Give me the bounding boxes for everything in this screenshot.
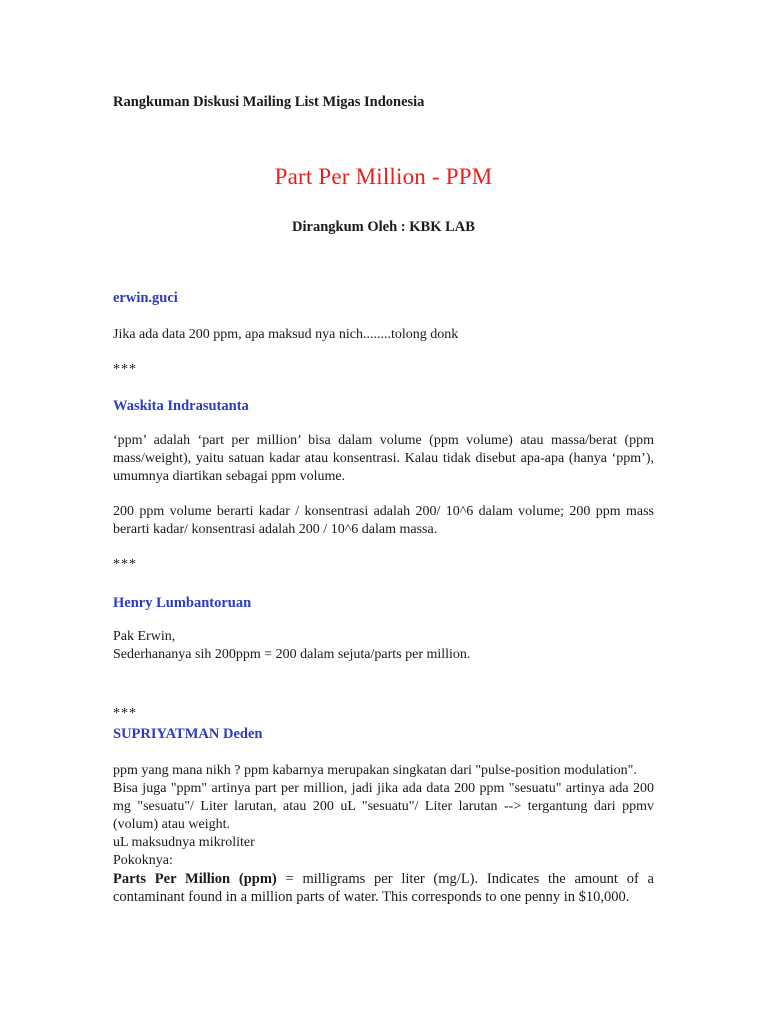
document-title: Part Per Million - PPM <box>274 164 493 189</box>
post-body <box>113 762 654 906</box>
document-header: Rangkuman Diskusi Mailing List Migas Indonesia <box>113 94 425 110</box>
post-author-erwin: erwin.guci <box>113 290 178 306</box>
post-line: uL maksudnya mikroliter <box>113 835 255 850</box>
separator: *** <box>113 362 137 377</box>
post-line: Pokoknya: <box>113 853 173 868</box>
definition-text: = milligrams per liter (mg/L). Indicates the amount of a contaminant found in a million parts of water. This corresponds to one penny in $10,000. <box>113 871 654 905</box>
post-paragraph: ‘ppm’ adalah ‘part per million’ bisa dalam volume (ppm volume) atau massa/berat (ppm mass/weight), yaitu satuan kadar atau konsentrasi. Kalau tidak disebut apa-apa (hanya ‘ppm’), umumnya diartikan sebagai ppm volume. <box>113 433 654 484</box>
document-subtitle: Dirangkum Oleh : KBK LAB <box>292 219 475 235</box>
definition-term: Parts Per Million (ppm) <box>113 871 277 887</box>
post-line: ppm yang mana nikh ? ppm kabarnya merupakan singkatan dari "pulse-position modulation". <box>113 763 637 778</box>
separator: *** <box>113 557 137 572</box>
post-author-waskita: Waskita Indrasutanta <box>113 398 249 414</box>
post-line: Bisa juga "ppm" artinya part per million, jadi jika ada data 200 ppm "sesuatu" artinya ada 200 mg "sesuatu"/ Liter larutan, atau 200 uL "sesuatu"/ Liter larutan --> tergantung dari ppmv (volum) atau weight. <box>113 781 654 832</box>
separator: *** <box>113 706 137 721</box>
post-paragraph: 200 ppm volume berarti kadar / konsentrasi adalah 200/ 10^6 dalam volume; 200 ppm mass berarti kadar/ konsentrasi adalah 200 / 10^6 dalam massa. <box>113 504 654 537</box>
definition-line <box>113 870 654 906</box>
post-author-supriyatman: SUPRIYATMAN Deden <box>113 726 263 742</box>
post-line: Sederhananya sih 200ppm = 200 dalam sejuta/parts per million. <box>113 647 471 662</box>
post-paragraph: Jika ada data 200 ppm, apa maksud nya nich........tolong donk <box>113 327 459 342</box>
post-author-henry: Henry Lumbantoruan <box>113 595 252 611</box>
post-line: Pak Erwin, <box>113 629 176 644</box>
post-body <box>113 628 654 664</box>
